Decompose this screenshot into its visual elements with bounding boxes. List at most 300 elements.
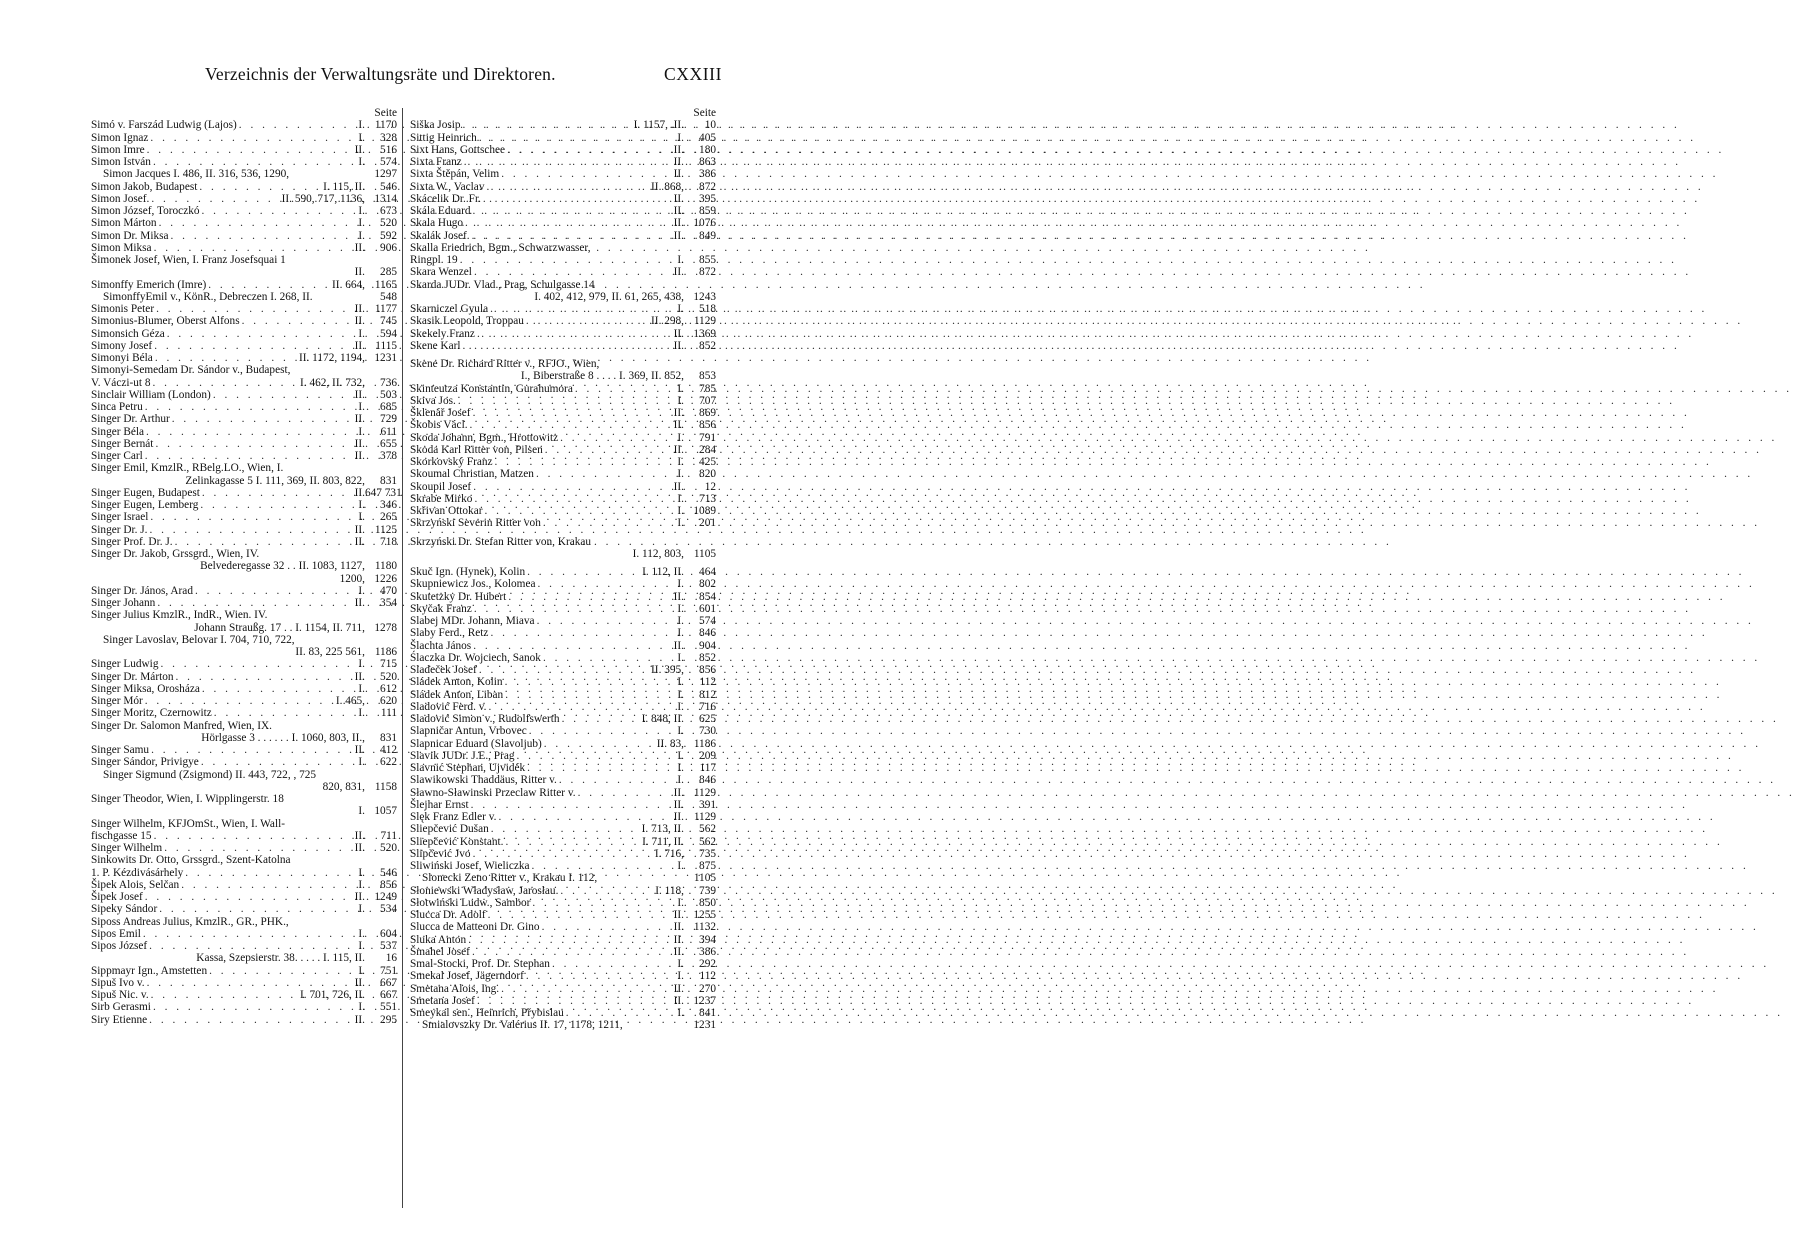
entry-volume-refs: I. 115, II.: [323, 180, 365, 193]
entry-text: I. 402, 412, 979, II. 61, 265, 438,: [534, 290, 684, 303]
leader-dots: [506, 591, 670, 603]
entry-page: 872: [699, 180, 716, 193]
leader-dots: [472, 493, 674, 505]
entry-volume-refs: I.: [677, 492, 684, 505]
index-entry: [91, 756, 397, 768]
entry-page: 1170: [374, 119, 397, 132]
entry-page: 854: [699, 590, 716, 603]
index-entry: [410, 254, 716, 266]
entry-page: 785: [699, 382, 716, 395]
entry-name: Simon József, Toroczkó: [91, 205, 200, 217]
entry-page: 112: [699, 676, 716, 689]
leader-dots: [471, 481, 670, 493]
index-entry: [410, 266, 716, 278]
entry-name: Ringpl. 19: [410, 254, 458, 266]
entry-volume-refs: I.: [677, 896, 684, 909]
leader-dots: [212, 707, 356, 719]
index-entry: [410, 995, 716, 1007]
index-entry: [91, 977, 397, 989]
entry-name: Smetana Josef: [410, 994, 475, 1007]
leader-dots: [200, 683, 356, 695]
entry-name: Simon Ignaz: [91, 131, 149, 144]
entry-volume-refs: II.: [673, 982, 684, 995]
leader-dots: [145, 977, 352, 989]
index-entry-lead: Skarda JUDr. Vlad., Prag, Schulgasse 14: [410, 278, 595, 291]
index-entry-line: [410, 370, 716, 382]
entry-page: 1115: [375, 339, 397, 352]
index-entry: [91, 389, 397, 401]
leader-dots: [534, 468, 674, 480]
entry-page: 518: [699, 303, 716, 315]
index-entry: [91, 401, 397, 413]
index-entry: [410, 676, 716, 688]
leader-dots: [183, 867, 355, 879]
entry-page: 1105: [693, 547, 716, 560]
entry-name: Sinclair William (London): [91, 388, 211, 401]
entry-volume-refs: II.: [354, 413, 365, 426]
index-entry: [91, 132, 397, 144]
index-entry-line: [91, 573, 397, 585]
entry-name: Slipčević Jvo: [410, 847, 471, 860]
entry-volume-refs: I. 701, 726, II.: [300, 989, 365, 1001]
entry-text: Johann Straußg. 17 . . I. 1154, II. 711,: [194, 621, 365, 634]
leader-dots: [477, 664, 648, 676]
entry-volume-refs: I.: [358, 584, 365, 597]
entry-name: Simó v. Farszád Ludwig (Lajos): [91, 119, 237, 132]
entry-name: Slucca Dr. Adolf: [410, 909, 486, 921]
index-entry-line: [91, 291, 397, 303]
entry-name: Slapničar Antun, Vrbovec: [410, 725, 527, 738]
entry-volume-refs: II.: [673, 590, 684, 603]
entry-name: Skuč Ign. (Hynek), Kolin: [410, 566, 526, 578]
entry-page: 180: [699, 143, 716, 156]
index-entry: [410, 315, 716, 327]
index-entry: [410, 432, 716, 444]
index-entry: [410, 1007, 716, 1019]
entry-volume-refs: I. 711, II.: [642, 835, 684, 848]
entry-volume-refs: I.: [677, 774, 684, 787]
leader-dots: [499, 168, 670, 180]
leader-dots: [481, 193, 671, 205]
entry-volume-refs: II.: [673, 945, 684, 958]
column-divider: [402, 108, 403, 1208]
index-entry: [410, 934, 716, 946]
index-entry: [91, 536, 397, 548]
index-entry: [91, 181, 397, 193]
entry-volume-refs: II.: [673, 327, 684, 340]
entry-name: Sliepčević Konstant.: [410, 835, 504, 848]
entry-name: fischgasse 15: [91, 829, 152, 842]
entry-page: 812: [699, 688, 716, 701]
entry-page: 716: [699, 700, 716, 713]
entry-volume-refs: II. 868,: [651, 180, 684, 193]
entry-volume-refs: I.: [677, 456, 684, 468]
entry-name: Simon Miksa: [91, 241, 152, 254]
entry-name: Skiva Jos.: [410, 394, 456, 407]
index-entry-line: [91, 560, 397, 572]
entry-volume-refs: I. 848, II.: [641, 713, 684, 725]
entry-volume-refs: I.: [358, 217, 365, 230]
leader-dots: [151, 377, 298, 389]
leader-dots: [199, 756, 356, 768]
leader-dots: [143, 401, 356, 413]
entry-name: Slabej MDr. Johann, Miava: [410, 615, 535, 627]
entry-page: 612: [380, 682, 397, 695]
leader-dots: [151, 1001, 355, 1013]
entry-page: [365, 769, 397, 781]
leader-dots: [153, 352, 296, 364]
index-entry-lead: Skene Dr. Richard Ritter v., RFJO., Wien,: [410, 358, 600, 370]
index-entry: [410, 799, 716, 811]
entry-page: 604: [380, 927, 397, 940]
entry-volume-refs: II.: [354, 143, 365, 156]
entry-volume-refs: I.: [358, 707, 365, 720]
index-entry: [410, 481, 716, 493]
index-entry-line: [410, 291, 716, 303]
entry-volume-refs: II. 83,: [656, 737, 684, 750]
index-entry: [91, 928, 397, 940]
leader-dots: [515, 750, 675, 762]
index-entry: [91, 486, 402, 499]
leader-dots: [496, 811, 670, 823]
index-entry: [410, 217, 716, 229]
entry-name: Singer Dr. J.: [91, 523, 148, 536]
index-entry: [91, 511, 397, 523]
entry-name: Skrabe Mirko: [410, 492, 473, 505]
entry-page: 378: [380, 450, 397, 462]
entry-text: Smialovszky Dr. Valérius II. 17, 1178, 1211,: [422, 1019, 623, 1032]
entry-page: 620: [380, 695, 397, 707]
index-entry: [410, 444, 716, 456]
entry-volume-refs: I.: [358, 756, 365, 769]
entry-page: 546: [380, 180, 397, 193]
index-entry: [91, 842, 397, 854]
index-entry: [410, 885, 716, 897]
entry-volume-refs: II.: [673, 994, 684, 1007]
entry-name: Singer Dr. Arthur: [91, 413, 170, 426]
entry-volume-refs: II.: [354, 486, 365, 499]
index-entry: [91, 524, 397, 536]
entry-volume-refs: II.: [673, 909, 684, 921]
entry-page: 730: [699, 725, 716, 738]
leader-dots: [468, 419, 671, 431]
entry-name: Singer Dr. János, Arad: [91, 584, 193, 597]
index-entry: [91, 867, 397, 879]
index-entry: [410, 725, 716, 737]
entry-page: 562: [699, 835, 716, 848]
entry-name: Slęk Franz Edler v.: [410, 811, 497, 823]
leader-dots: [471, 205, 671, 217]
entry-name: Slapnicar Eduard (Slavoljub): [410, 737, 542, 750]
index-entry: [91, 903, 397, 915]
index-entry: [410, 701, 716, 713]
entry-page: 802: [699, 578, 716, 591]
index-entry: [91, 193, 397, 205]
entry-volume-refs: II.: [673, 480, 684, 493]
index-entry-line: [91, 475, 397, 487]
index-entry: [410, 615, 716, 627]
index-entry: [91, 242, 397, 254]
leader-dots: [525, 566, 639, 578]
entry-page: 852: [699, 339, 716, 352]
entry-volume-refs: I. 118,: [655, 884, 684, 897]
entry-volume-refs: I.: [358, 1001, 365, 1014]
entry-page: 1129: [693, 786, 716, 799]
entry-page: 328: [380, 131, 397, 144]
entry-name: Slucca de Matteoni Dr. Gino: [410, 921, 540, 934]
index-entry: [410, 774, 716, 786]
entry-volume-refs: II.: [673, 266, 684, 279]
leader-dots: [461, 340, 671, 352]
page-header: [0, 64, 800, 90]
index-entry-line: [91, 781, 397, 793]
entry-volume-refs: I. 462, II. 732,: [300, 376, 365, 389]
index-entry: [410, 762, 716, 774]
index-entry: [91, 965, 397, 977]
entry-volume-refs: I.: [677, 749, 684, 762]
entry-name: Skarniczel Gyula: [410, 303, 489, 315]
entry-name: Sipeky Sándor: [91, 903, 158, 916]
entry-name: Sipuš Ivo v.: [91, 976, 145, 989]
index-entry: [410, 566, 716, 578]
leader-dots: [543, 444, 671, 456]
index-entry: [410, 848, 716, 860]
index-entry: [410, 193, 716, 205]
leader-dots: [198, 499, 355, 511]
entry-page: 1186: [693, 737, 716, 750]
index-column-left: [91, 107, 402, 1026]
index-entry-line: [91, 168, 397, 180]
index-entry: [410, 946, 716, 958]
entry-volume-refs: I.: [677, 676, 684, 689]
entry-volume-refs: I.: [358, 327, 365, 340]
entry-text: Simon Jacques I. 486, II. 316, 536, 1290,: [103, 168, 290, 181]
entry-volume-refs: I. 713, II.: [641, 823, 684, 836]
entry-name: Skyčak Franz: [410, 602, 472, 615]
entry-page: 394: [699, 933, 716, 946]
entry-volume-refs: II.: [673, 156, 684, 168]
entry-name: Sinca Petru: [91, 401, 143, 413]
page-number: CXXIII: [663, 64, 722, 84]
entry-volume-refs: I.: [677, 394, 684, 407]
index-entry-line: [91, 266, 397, 278]
leader-dots: [503, 676, 675, 688]
entry-volume-refs: II.: [354, 976, 365, 989]
index-entry: [410, 205, 716, 217]
entry-page: 715: [380, 658, 397, 671]
entry-page: 855: [699, 254, 716, 266]
entry-volume-refs: I.: [677, 602, 684, 615]
entry-volume-refs: II.: [673, 143, 684, 156]
leader-dots: [550, 958, 674, 970]
entry-volume-refs: II.: [673, 217, 684, 230]
entry-page: 10: [704, 119, 716, 132]
entry-volume-refs: II.: [354, 339, 365, 352]
entry-page: 534: [380, 903, 397, 916]
entry-volume-refs: II.: [673, 933, 684, 946]
seite-label: Seite: [693, 107, 716, 119]
index-entry: [410, 340, 716, 352]
entry-volume-refs: I.: [677, 970, 684, 983]
leader-dots: [206, 279, 329, 291]
leader-dots: [170, 413, 352, 425]
leader-dots: [541, 517, 675, 529]
page-title: Verzeichnis der Verwaltungsräte und Direktoren.: [205, 64, 556, 84]
index-entry: [410, 230, 716, 242]
entry-page: 292: [699, 958, 716, 970]
index-entry: [410, 689, 716, 701]
index-entry: [410, 909, 716, 921]
entry-volume-refs: I.: [677, 1007, 684, 1019]
entry-page: 673: [380, 205, 397, 217]
index-entry: [91, 1001, 397, 1013]
index-entry-lead: Singer Theodor, Wien, I. Wipplingerstr. 18: [91, 793, 284, 805]
entry-text: 1200,: [339, 572, 365, 585]
entry-page: 285: [380, 266, 397, 279]
leader-dots: [165, 328, 356, 340]
entry-page: 520: [380, 842, 397, 854]
leader-dots: [141, 928, 356, 940]
leader-dots: [470, 230, 671, 242]
entry-volume-refs: I.: [358, 682, 365, 695]
leader-dots: [169, 230, 356, 242]
index-entry: [410, 970, 716, 982]
entry-volume-refs: II.: [673, 168, 684, 181]
leader-dots: [458, 254, 675, 266]
index-entry: [410, 144, 716, 156]
index-entry: [410, 168, 716, 180]
entry-volume-refs: I.: [677, 382, 684, 395]
leader-dots: [155, 597, 351, 609]
entry-page: 849: [699, 229, 716, 242]
index-entry-lead: Singer Wilhelm, KFJOmSt., Wien, I. Wall-: [91, 817, 285, 830]
leader-dots: [144, 426, 355, 438]
entry-page: 1129: [693, 811, 716, 823]
index-entry: [410, 921, 716, 933]
entry-name: Sipos József: [91, 940, 148, 952]
entry-volume-refs: II.: [354, 597, 365, 609]
leader-dots: [162, 842, 351, 854]
entry-page: 852: [699, 651, 716, 664]
entry-name: Sluka Anton: [410, 933, 467, 946]
entry-volume-refs: II.: [354, 523, 365, 536]
entry-volume-refs: II. 395,: [651, 664, 684, 676]
entry-page: 856: [699, 419, 716, 432]
index-entry: [91, 205, 397, 217]
leader-dots: [152, 242, 352, 254]
index-entry: [91, 328, 397, 340]
entry-page: 1249: [374, 891, 397, 903]
entry-name: Simon Imre: [91, 143, 145, 156]
index-entry: [91, 279, 397, 291]
entry-page: 470: [380, 584, 397, 597]
entry-name: Singer Johann: [91, 597, 156, 609]
index-entry: [410, 132, 716, 144]
entry-name: Simony Josef: [91, 339, 153, 352]
entry-page: 875: [699, 860, 716, 872]
index-entry: [410, 811, 716, 823]
entry-volume-refs: I. 1157, .II.: [633, 119, 684, 132]
entry-name: Sixta W., Vaclav: [410, 180, 485, 193]
index-entry: [410, 328, 716, 340]
leader-dots: [207, 965, 355, 977]
entry-volume-refs: I.: [358, 940, 365, 952]
leader-dots: [240, 315, 352, 327]
leader-dots: [503, 689, 674, 701]
entry-page: 209: [699, 749, 716, 762]
entry-name: Skutetzky Dr. Hubert: [410, 590, 507, 603]
entry-page: 1297: [374, 168, 397, 181]
index-entry: [91, 695, 397, 707]
entry-page: 265: [380, 511, 397, 524]
leader-dots: [211, 389, 352, 401]
index-entry: [410, 958, 716, 970]
leader-dots: [149, 744, 352, 756]
index-entry-lead: Singer Julius KmzlR., IndR., Wien. IV.: [91, 609, 268, 622]
leader-dots: [147, 940, 355, 952]
entry-page: 520: [380, 217, 397, 230]
leader-dots: [560, 713, 639, 725]
leader-dots: [153, 438, 351, 450]
index-entry: [410, 456, 716, 468]
entry-page: 391: [699, 798, 716, 811]
index-entry: [91, 340, 397, 352]
entry-name: Sławno-Sławinski Przeclaw Ritter v.: [410, 786, 576, 799]
index-entry: [91, 352, 397, 364]
entry-page: 625: [699, 713, 716, 725]
entry-volume-refs: I.: [358, 903, 365, 916]
entry-volume-refs: I.: [358, 658, 365, 671]
entry-volume-refs: I.: [677, 860, 684, 872]
entry-page: 111: [380, 707, 397, 720]
entry-page: 425: [699, 456, 716, 468]
entry-name: Singer Carl: [91, 450, 143, 462]
entry-volume-refs: I.: [358, 499, 365, 511]
leader-dots: [564, 1007, 675, 1019]
leader-dots: [152, 830, 352, 842]
entry-page: 707: [699, 394, 716, 407]
leader-dots: [143, 450, 352, 462]
leader-dots: [525, 762, 674, 774]
index-entry: [410, 407, 716, 419]
entry-volume-refs: II.: [673, 192, 684, 205]
leader-dots: [469, 799, 671, 811]
entry-page: 574: [380, 156, 397, 168]
index-entry: [410, 119, 716, 131]
entry-page: 1165: [374, 278, 397, 291]
entry-volume-refs: I.: [677, 627, 684, 640]
entry-page: 284: [699, 443, 716, 456]
index-entry-line: [91, 732, 397, 744]
index-entry-line: [410, 1019, 716, 1031]
leader-dots: [573, 383, 675, 395]
entry-name: Singer Bernát: [91, 437, 154, 450]
entry-name: Sixta Štěpán, Velim: [410, 168, 500, 181]
index-entry: [410, 517, 716, 529]
index-entry-line: [410, 872, 716, 884]
entry-page: 831: [380, 474, 397, 487]
entry-page: 685: [380, 401, 397, 413]
entry-text: Slonecki Zeno Ritter v., Krakau I. 112,: [422, 872, 598, 885]
entry-volume-refs: I.: [677, 651, 684, 664]
entry-name: Skinteutza Konstantin, Gurahumora: [410, 382, 573, 395]
entry-page: 841: [699, 1007, 716, 1019]
leader-dots: [143, 891, 352, 903]
entry-page: 711: [380, 829, 397, 842]
entry-name: Sladović Simon v., Rudolfswerth: [410, 713, 560, 725]
entry-page: [365, 634, 397, 646]
entry-volume-refs: I.: [358, 511, 365, 524]
